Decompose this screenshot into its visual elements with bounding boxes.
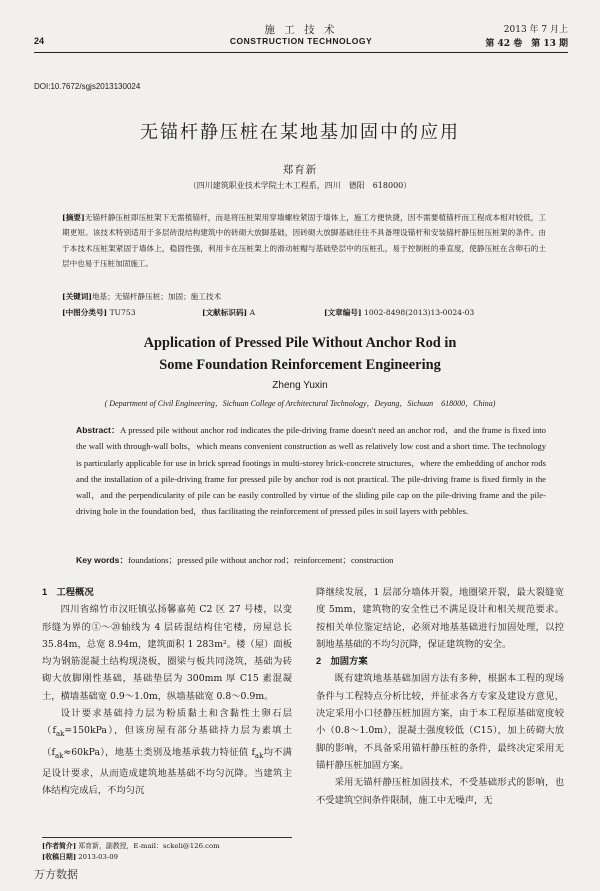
- fak-subscript: ak: [54, 751, 64, 760]
- title-en-line-1: Application of Pressed Pile Without Anchor Rod in: [143, 335, 457, 351]
- footnote: [42, 837, 292, 863]
- keywords-cn-text: 地基；无锚杆静压桩；加固；施工技术: [91, 292, 222, 301]
- title-en-line-2: Some Foundation Reinforcement Engineering: [159, 357, 441, 373]
- keywords-en: [76, 554, 546, 566]
- article-id-label: [文章编号]: [324, 308, 362, 317]
- received-date-label: [收稿日期]: [42, 853, 77, 861]
- running-header: [34, 22, 568, 68]
- clc-label: [中图分类号]: [62, 308, 108, 317]
- s1-p2-part-a: 设计要求基础持力层为粉质黏土和含黏性土卵石层（f: [42, 708, 292, 737]
- doc-code-value: A: [249, 308, 256, 317]
- issue-date: 2013 年 7 月上: [503, 25, 568, 35]
- affiliation-cn: （四川建筑职业技术学院土木工程系，四川 德阳 618000）: [188, 181, 412, 190]
- keywords-cn-label: [关键词]: [62, 292, 92, 301]
- fak-subscript: ak: [55, 730, 65, 739]
- doc-code-label: [文献标识码]: [202, 308, 248, 317]
- body-column-left: [42, 584, 292, 799]
- section-1-continuation: 降继续发展，1 层部分墙体开裂，地圈梁开裂，最大裂缝宽度 5mm，建筑物的安全性已不满足设计和相关规范要求。按相关单位鉴定结论，必须对地基基础进行加固处理，以控制地基基础的不均匀沉降，保证建筑物的安全。: [316, 587, 564, 650]
- title-cn: 无锚杆静压桩在某地基加固中的应用: [140, 122, 460, 143]
- section-1-paragraph-2: [42, 705, 292, 799]
- doi: DOI:10.7672/sgjs2013130024: [34, 82, 141, 91]
- s1-p2-part-b: =150kPa），但该房屋有部分基础持力层为素填土（f: [42, 725, 292, 758]
- fak-subscript: ak: [254, 751, 264, 760]
- journal-name-cn: 施 工 技 术: [264, 24, 338, 36]
- section-2-paragraph-1: 既有建筑地基基础加固方法有多种，根据本工程的现场条件与工程特点分析比较，并征求各方专家及建设方意见，决定采用小口径静压桩加固方案，由于本工程原基础宽度较小（0.8～1.0m），混凝土强度较低（C15），加上砖砌大放脚的影响，不具备采用锚杆静压桩的条件，最终决定采用无锚杆静压桩加固方案。: [316, 673, 564, 771]
- article-id-value: 1002-8498(2013)13-0024-03: [363, 308, 475, 317]
- keywords-en-label: Key words：: [76, 555, 129, 565]
- wanfang-watermark: 万方数据: [34, 868, 78, 881]
- section-1-paragraph-1: 四川省绵竹市汉旺镇弘扬馨嘉苑 C2 区 27 号楼，以变形缝为界的①～⑳轴线为 4 层砖混结构住宅楼，房屋总长 35.84m，总宽 8.94m，建筑面积 1 283m²。楼（屋）面板均为钢筋混凝土结构现浇板，圈梁与板共同浇筑，基础为砖砌大放脚刚性基础，基础垫层为 300mm 厚 C15 素混凝土，横墙基础宽 0.9～1.0m，纵墙基础宽 0.8～0.9m。: [42, 604, 292, 702]
- volume-issue: 第 42 卷 第 13 期: [485, 39, 568, 49]
- header-rule: [34, 52, 568, 53]
- section-2-heading: 2 加固方案: [316, 656, 368, 667]
- abstract-cn-label: [摘要]: [62, 213, 85, 222]
- abstract-en-text: A pressed pile without anchor rod indicates the pile-driving frame doesn't need an anchor rod，and the frame is fixed into the wall with through-wall bolts，which means convenient construction as well as relatively low cost and a short time. The technology is particularly applicable for use in brick spread footings in multi-storey brick-concrete structures，where the embedding of anchor rods and the installation of a pile-driving frame for pressed pile by anchor rod is not practical. The pile-driving frame is fixed firmly in the wall，and the perpendicularity of pile can be easily controlled by virtue of the sliding pile cap on the pile-driving frame and the pile-driving hole in the foundation bed，thus facilitating the reinforcement of pressed piles in soil layers with pebbles.: [76, 425, 546, 517]
- received-date: [42, 852, 292, 863]
- section-1-heading: 1 工程概况: [42, 587, 94, 597]
- abstract-en-label: Abstract：: [76, 425, 121, 435]
- body-column-right: [316, 584, 564, 809]
- author-cn: 郑育新: [282, 164, 318, 176]
- author-en: Zheng Yuxin: [272, 380, 328, 391]
- article-id: [324, 307, 474, 318]
- author-bio: [42, 841, 292, 852]
- abstract-en: [76, 422, 546, 520]
- abstract-cn-text: 无锚杆静压桩即压桩架下无需植锚杆，而是将压桩架用穿墙螺栓紧固于墙体上，施工方便快捷，因不需要植锚杆而工程成本相对较低，工期更短。该技术特别适用于多层砖混结构建筑中的砖砌大放脚基础，因砖砌大放脚基础往往不具备埋设锚杆和安装锚杆静压桩压桩架的条件。由于本技术压桩架紧固于墙体上，稳固性强，利用卡在压桩架上的滑动桩帽与基础垫层中的压桩孔，易于控制桩的垂直度，使静压桩在含卵石的土层中也易于压桩加固施工。: [62, 213, 547, 268]
- clc-number: [62, 307, 136, 318]
- received-date-text: 2013-03-09: [78, 853, 119, 861]
- keywords-cn: [62, 291, 221, 302]
- s1-p2-part-d: 均不满足设计要求，从而造成建筑地基基础不均匀沉降。当建筑主体结构完成后，不均匀沉: [42, 746, 292, 796]
- classification-line: [62, 307, 546, 319]
- keywords-en-text: foundations；pressed pile without anchor rod；reinforcement；construction: [128, 555, 394, 565]
- title-en: [0, 332, 600, 376]
- document-code: [202, 307, 255, 318]
- section-2-paragraph-2: 采用无锚杆静压桩加固技术，不受基础形式的影响，也不受建筑空间条件限制，施工中无噪声，无: [316, 777, 564, 806]
- author-bio-label: [作者简介]: [42, 842, 77, 850]
- author-bio-text: 郑育新，副教授，E-mail：sckeli@126.com: [78, 842, 220, 850]
- journal-name-en: CONSTRUCTION TECHNOLOGY: [229, 36, 373, 46]
- clc-value: TU753: [109, 308, 136, 317]
- s1-p2-part-c: ≈60kPa），地基土类别及地基承载力特征值 f: [63, 746, 255, 758]
- abstract-cn: [62, 210, 546, 271]
- affiliation-en: ( Department of Civil Engineering，Sichuan College of Architectural Technology，Deyang，Sichuan 618000，China): [104, 399, 496, 408]
- page-number: 24: [34, 36, 45, 46]
